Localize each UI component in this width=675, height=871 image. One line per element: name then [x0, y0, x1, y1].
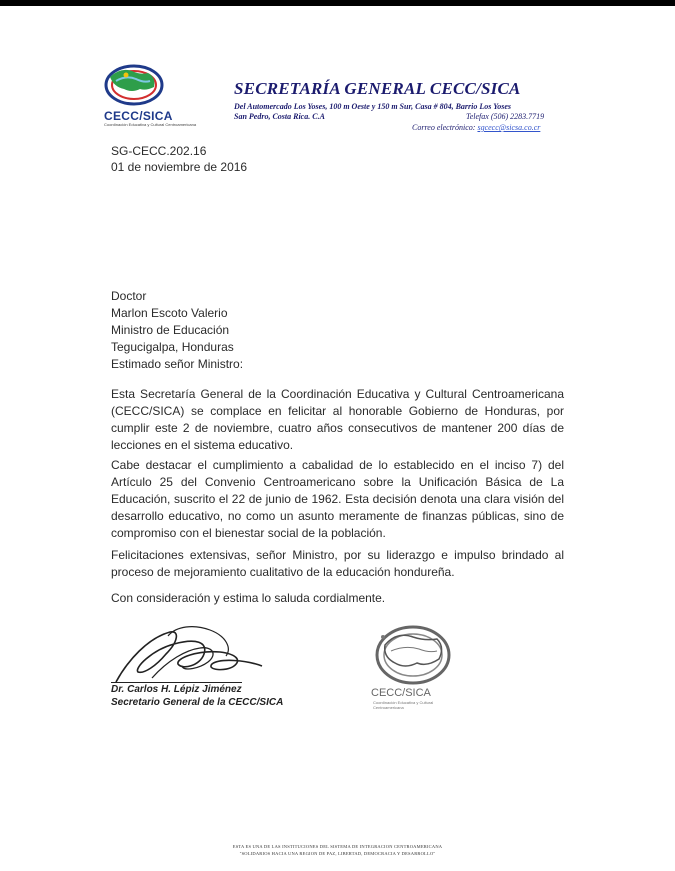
logo-subtitle: Coordinación Educativa y Cultural Centroamericana — [104, 122, 197, 127]
email-label: Correo electrónico: — [412, 123, 476, 132]
letterhead-address-line1: Del Automercado Los Yoses, 100 m Oeste y 150 m Sur, Casa # 804, Barrio Los Yoses — [234, 102, 511, 111]
letterhead-title: SECRETARÍA GENERAL CECC/SICA — [234, 79, 521, 98]
letter-date: 01 de noviembre de 2016 — [111, 160, 248, 174]
addressee-name: Marlon Escoto Valerio — [111, 306, 228, 320]
footer-line2: "SOLIDARIOS HACIA UNA REGION DE PAZ, LIBERTAD, DEMOCRACIA Y DESARROLLO" — [239, 851, 436, 856]
logo-name: CECC/SICA — [104, 109, 173, 123]
body-paragraph: Cabe destacar el cumplimiento a cabalidad de lo establecido en el inciso 7) del Artículo 25 del Convenio Centroamericano sobre la Unificación Básica de La Educación, suscrito el 22 de junio de 1962. Esta decisión denota una clara visión del desarrollo educativo, no como un asunto meramente de finanzas públicas, sino de compromiso con el bienestar social de la población. — [111, 458, 564, 540]
letterhead-telefax: Telefax (506) 2283.7719 — [466, 112, 545, 121]
salutation: Estimado señor Ministro: — [111, 357, 244, 371]
letterhead-email-row — [412, 123, 540, 132]
body-paragraph: Esta Secretaría General de la Coordinación Educativa y Cultural Centroamericana (CECC/SICA) se complace en felicitar al honorable Gobierno de Honduras, por cumplir este 2 de noviembre, cuatro años consecutivos de mantener 200 días de lecciones en el sistema educativo. — [111, 387, 564, 452]
letterhead-address-line2: San Pedro, Costa Rica. C.A — [234, 112, 325, 121]
addressee-title: Doctor — [111, 289, 147, 303]
email-link[interactable]: sgcecc@sicsa.co.cr — [477, 123, 541, 132]
letter-page — [0, 6, 675, 871]
letter-reference: SG-CECC.202.16 — [111, 144, 207, 158]
addressee-block — [111, 288, 234, 356]
seal-subtitle: Coordinación Educativa y Cultural Centroamericana — [373, 700, 434, 710]
addressee-location: Tegucigalpa, Honduras — [111, 340, 234, 354]
footer-line1: ESTA ES UNA DE LAS INSTITUCIONES DEL SISTEMA DE INTEGRACION CENTROAMERICANA — [232, 844, 443, 849]
seal-name: CECC/SICA — [371, 687, 431, 699]
signatory-role: Secretario General de la CECC/SICA — [111, 697, 284, 708]
addressee-position: Ministro de Educación — [111, 323, 230, 337]
signatory-name: Dr. Carlos H. Lépiz Jiménez — [111, 684, 242, 695]
body-paragraph: Felicitaciones extensivas, señor Ministro, por su liderazgo e impulso brindado al proceso de mejoramiento cualitativo de la educación hondureña. — [111, 548, 564, 579]
closing-line: Con consideración y estima lo saluda cordialmente. — [111, 591, 386, 605]
